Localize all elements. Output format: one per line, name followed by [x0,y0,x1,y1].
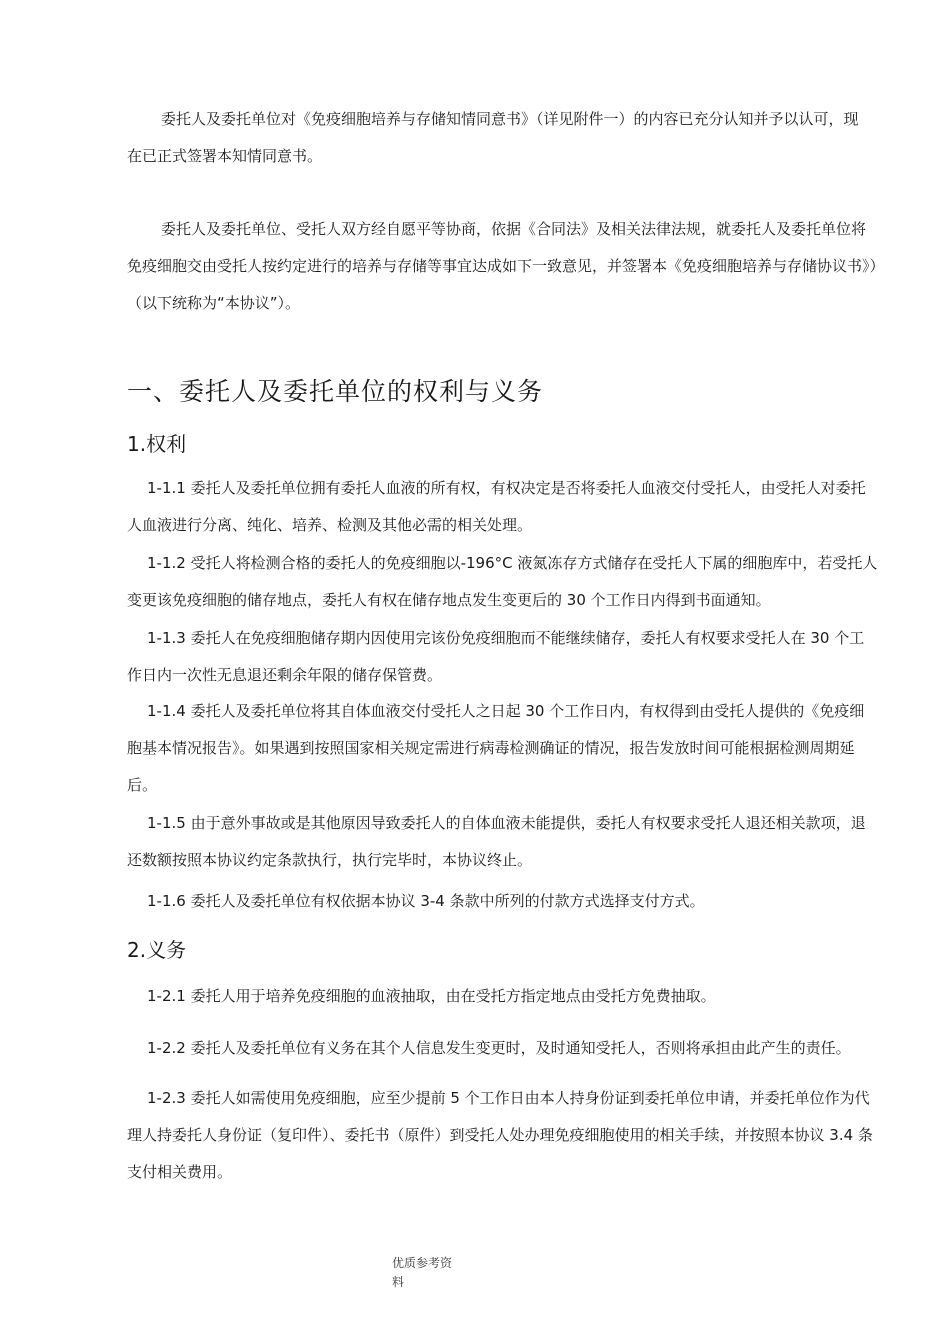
rights-item: 1-1.3 委托人在免疫细胞储存期内因使用完该份免疫细胞而不能继续储存，委托人有权要求受托人在 30 个工作日内一次性无息退还剩余年限的储存保管费。 [127,629,865,684]
duties-heading: 2.义务 [127,938,187,962]
rights-item: 1-1.1 委托人及委托单位拥有委托人血液的所有权，有权决定是否将委托人血液交付受托人，由受托人对委托人血液进行分离、纯化、培养、检测及其他必需的相关处理。 [127,479,866,534]
footer-note [392,1254,472,1292]
footer-line: 料 [392,1275,405,1289]
rights-item: 1-1.6 委托人及委托单位有权依据本协议 3-4 条款中所列的付款方式选择支付方式。 [147,892,705,910]
rights-item: 1-1.5 由于意外事故或是其他原因导致委托人的自体血液未能提供，委托人有权要求受托人退还相关款项，退还数额按照本协议约定条款执行，执行完毕时，本协议终止。 [127,814,866,869]
rights-item: 1-1.2 受托人将检测合格的委托人的免疫细胞以-196°C 液氮冻存方式储存在受托人下属的细胞库中，若受托人变更该免疫细胞的储存地点，委托人有权在储存地点发生变更后的 30 个工作日内得到书面通知。 [127,554,878,609]
footer-line: 优质参考资 [392,1256,453,1270]
intro-paragraph-1: 委托人及委托单位对《免疫细胞培养与存储知情同意书》（详见附件一）的内容已充分认知并予以认可，现在已正式签署本知情同意书。 [127,110,859,165]
rights-item: 1-1.4 委托人及委托单位将其自体血液交付受托人之日起 30 个工作日内，有权得到由受托人提供的《免疫细胞基本情况报告》。如果遇到按照国家相关规定需进行病毒检测确证的情况，报告发放时间可能根据检测周期延后。 [127,702,865,794]
duties-item: 1-2.1 委托人用于培养免疫细胞的血液抽取，由在受托方指定地点由受托方免费抽取。 [147,987,716,1005]
rights-heading: 1.权利 [127,432,187,456]
intro-paragraph-2: 委托人及委托单位、受托人双方经自愿平等协商，依据《合同法》及相关法律法规，就委托人及委托单位将免疫细胞交由受托人按约定进行的培养与存储等事宜达成如下一致意见，并签署本《免疫细胞培养与存储协议书》）（以下统称为“本协议”）。 [127,220,878,312]
duties-item: 1-2.3 委托人如需使用免疫细胞，应至少提前 5 个工作日由本人持身份证到委托单位申请，并委托单位作为代理人持委托人身份证（复印件）、委托书（原件）到受托人处办理免疫细胞使用的相关手续，并按照本协议 3.4 条支付相关费用。 [127,1089,873,1181]
duties-item: 1-2.2 委托人及委托单位有义务在其个人信息发生变更时，及时通知受托人，否则将承担由此产生的责任。 [147,1039,851,1057]
section-title: 一、委托人及委托单位的权利与义务 [127,377,544,406]
